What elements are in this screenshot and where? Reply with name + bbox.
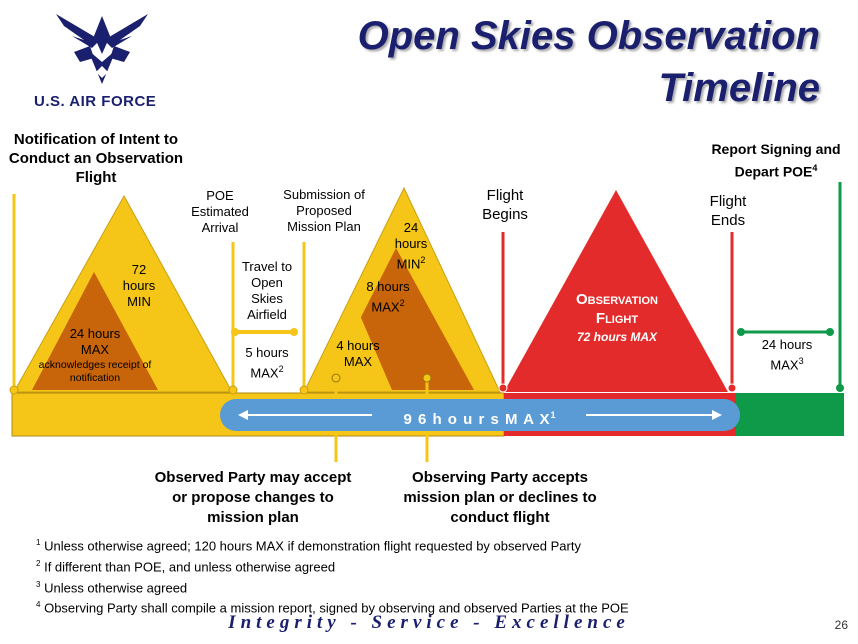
- tri2-middle-sup: 2: [399, 298, 405, 308]
- final-max-label: [752, 337, 822, 373]
- green-timeline-section: [736, 393, 844, 436]
- travel-label: Travel to Open Skies Airfield: [241, 259, 293, 322]
- ninety-six-hours-label: [378, 406, 582, 429]
- footnotes: [36, 534, 629, 617]
- report-sup: 4: [812, 163, 818, 173]
- tri2-outer-text: 24 hours MIN: [394, 220, 428, 272]
- submission-label: Submission of Proposed Mission Plan: [283, 187, 365, 234]
- footnote-1: [36, 534, 629, 555]
- page-number: 26: [834, 618, 848, 632]
- poe-arrival-label: POE Estimated Arrival: [191, 188, 249, 235]
- tri2-middle-label: [366, 279, 410, 315]
- tri2-inner-label: 4 hours MAX: [336, 338, 380, 369]
- footnote-1-text: Unless otherwise agreed; 120 hours MAX if demonstration flight requested by observed Party: [44, 538, 581, 554]
- flight-ends-label: Flight Ends: [709, 193, 747, 229]
- tri1-outer-label: 72 hours MIN: [122, 262, 156, 309]
- observation-flight-line2: Flight: [595, 310, 639, 327]
- travel-max-label: [236, 345, 298, 381]
- observation-flight-max: 72 hours MAX: [576, 330, 657, 344]
- tri2-outer-sup: 2: [420, 255, 426, 265]
- report-text: Report Signing and Depart POE: [711, 141, 841, 180]
- observing-party-label: Observing Party accepts mission plan or declines to conduct flight: [403, 469, 597, 526]
- tri1-inner-main-label: 24 hours MAX: [69, 326, 121, 357]
- final-max-text: 24 hours MAX: [761, 337, 813, 373]
- footnote-1-num: 1: [36, 538, 41, 547]
- footnote-2-text: If different than POE, and unless otherwise agreed: [44, 559, 336, 575]
- flight-begins-label: Flight Begins: [482, 187, 528, 223]
- footnote-4-num: 4: [36, 600, 41, 610]
- final-max-sup: 3: [798, 356, 804, 366]
- footnote-2: [36, 555, 629, 576]
- tri2-outer-label: [390, 220, 432, 272]
- footnote-2-num: 2: [36, 558, 41, 568]
- footnote-3: [36, 576, 629, 597]
- page-title-line2: Timeline: [658, 66, 820, 110]
- page-title-line1: Open Skies Observation: [357, 14, 820, 58]
- logo-text: U.S. AIR FORCE: [34, 93, 157, 110]
- footnote-3-num: 3: [36, 579, 41, 589]
- ninety-six-hours-sup: 1: [550, 410, 557, 420]
- ninety-six-hours-text: 9 6 h o u r s M A X: [403, 411, 551, 428]
- observed-party-label: Observed Party may accept or propose changes to mission plan: [154, 469, 352, 526]
- footnote-3-text: Unless otherwise agreed: [44, 579, 188, 595]
- observation-flight-label: [552, 290, 682, 347]
- tri1-inner-sub-label: acknowledges receipt of notification: [38, 359, 152, 384]
- tri2-middle-text: 8 hours MAX: [366, 279, 410, 315]
- report-label: [700, 140, 852, 182]
- notification-label: Notification of Intent to Conduct an Observation Flight: [8, 131, 184, 186]
- footer-motto: Integrity - Service - Excellence: [228, 612, 630, 633]
- travel-max-sup: 2: [278, 364, 284, 374]
- travel-max-text: 5 hours MAX: [245, 345, 289, 381]
- footnote-4-text: Observing Party shall compile a mission report, signed by observing and observed Parties at the POE: [44, 600, 629, 616]
- observation-flight-line1: Observation: [576, 291, 658, 308]
